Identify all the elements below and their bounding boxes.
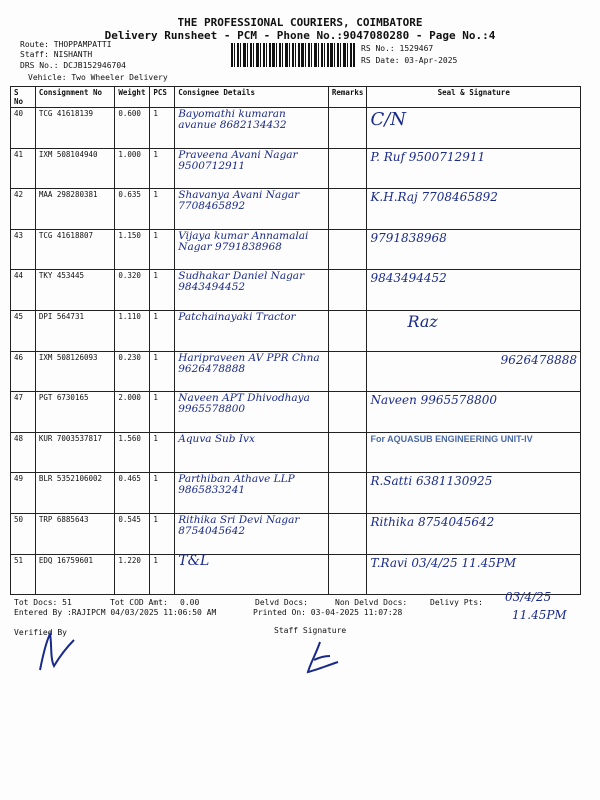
cell-consignee: Parthiban Athave LLP 9865833241 (175, 473, 329, 514)
runsheet-table (10, 86, 581, 595)
cell-weight: 0.320 (115, 270, 150, 311)
cell-consignee: Patchainayaki Tractor (175, 310, 329, 351)
cell-sno: 40 (11, 108, 36, 149)
company-title: THE PROFESSIONAL COURIERS, COIMBATORE (177, 16, 423, 29)
cell-consignment: TRP 6885643 (35, 513, 115, 554)
cell-sno: 50 (11, 513, 36, 554)
cell-consignment: TCG 41618139 (35, 108, 115, 149)
cell-consignee: Rithika Sri Devi Nagar 8754045642 (175, 513, 329, 554)
cell-signature: Rithika 8754045642 (367, 513, 581, 554)
cell-signature: Raz (367, 310, 581, 351)
cell-remarks (328, 148, 367, 189)
header-remarks: Remarks (328, 87, 367, 108)
printed-on: Printed On: 03-04-2025 11:07:28 (253, 608, 403, 617)
cell-weight: 0.465 (115, 473, 150, 514)
delvd-docs: Delvd Docs: (255, 598, 308, 607)
verified-signature (30, 630, 90, 675)
cell-signature: C/N (367, 108, 581, 149)
cell-sno: 41 (11, 148, 36, 189)
cell-sno: 46 (11, 351, 36, 392)
staff: Staff: NISHANTH (20, 50, 93, 59)
table-row (11, 270, 581, 311)
non-delvd-docs: Non Delvd Docs: (335, 598, 408, 607)
table-row (11, 108, 581, 149)
header-consignee: Consignee Details (175, 87, 329, 108)
cell-pcs: 1 (150, 310, 175, 351)
cell-remarks (328, 270, 367, 311)
vehicle: Vehicle: Two Wheeler Delivery (28, 73, 168, 82)
cell-sno: 51 (11, 554, 36, 595)
cell-weight: 1.150 (115, 229, 150, 270)
header-sno: S No (11, 87, 36, 108)
cell-remarks (328, 189, 367, 230)
table-row (11, 351, 581, 392)
cell-consignee: Shavanya Avani Nagar 7708465892 (175, 189, 329, 230)
cell-signature: K.H.Raj 7708465892 (367, 189, 581, 230)
cell-signature: 9843494452 (367, 270, 581, 311)
header-seal-signature: Seal & Signature (367, 87, 581, 108)
rs-date: RS Date: 03-Apr-2025 (361, 56, 458, 65)
delivy-pts: Delivy Pts: (430, 598, 483, 607)
table-row (11, 392, 581, 433)
table-row (11, 554, 581, 595)
tot-cod-amt: 0.00 (180, 598, 200, 607)
cell-consignee: Naveen APT Dhivodhaya 9965578800 (175, 392, 329, 433)
cell-sno: 45 (11, 310, 36, 351)
cell-consignment: EDQ 16759601 (35, 554, 115, 595)
barcode-image (231, 43, 355, 67)
table-row (11, 310, 581, 351)
cell-weight: 0.600 (115, 108, 150, 149)
table-row (11, 189, 581, 230)
cell-consignment: KUR 7003537817 (35, 432, 115, 473)
table-row (11, 229, 581, 270)
header-pcs: PCS (150, 87, 175, 108)
drs-no: DRS No.: DCJB152946704 (20, 61, 126, 70)
cell-pcs: 1 (150, 554, 175, 595)
staff-signature (300, 640, 350, 676)
cell-weight: 1.000 (115, 148, 150, 189)
cell-consignment: DPI 564731 (35, 310, 115, 351)
staff-signature-label: Staff Signature (274, 626, 347, 635)
cell-pcs: 1 (150, 270, 175, 311)
handwritten-time: 11.45PM (512, 608, 567, 622)
header-consignment: Consignment No (35, 87, 115, 108)
cell-consignment: TCG 41618807 (35, 229, 115, 270)
cell-remarks (328, 108, 367, 149)
cell-pcs: 1 (150, 513, 175, 554)
tot-cod-label: Tot COD Amt: (110, 598, 168, 607)
cell-consignee: Vijaya kumar Annamalai Nagar 9791838968 (175, 229, 329, 270)
table-header-row (11, 87, 581, 108)
cell-consignment: MAA 298280381 (35, 189, 115, 230)
cell-consignment: IXM 508126093 (35, 351, 115, 392)
cell-weight: 0.545 (115, 513, 150, 554)
cell-sno: 44 (11, 270, 36, 311)
cell-pcs: 1 (150, 189, 175, 230)
table-row (11, 473, 581, 514)
cell-weight: 1.560 (115, 432, 150, 473)
cell-remarks (328, 473, 367, 514)
cell-pcs: 1 (150, 432, 175, 473)
cell-pcs: 1 (150, 108, 175, 149)
cell-sno: 48 (11, 432, 36, 473)
cell-pcs: 1 (150, 392, 175, 433)
cell-consignment: TKY 453445 (35, 270, 115, 311)
cell-signature: P. Ruf 9500712911 (367, 148, 581, 189)
cell-consignee: Haripraveen AV PPR Chna 9626478888 (175, 351, 329, 392)
header-weight: Weight (115, 87, 150, 108)
runsheet-title: Delivery Runsheet - PCM - Phone No.:9047080280 - Page No.:4 (104, 29, 496, 42)
cell-remarks (328, 351, 367, 392)
table-row (11, 513, 581, 554)
cell-pcs: 1 (150, 351, 175, 392)
cell-signature: R.Satti 6381130925 (367, 473, 581, 514)
cell-remarks (328, 513, 367, 554)
cell-weight: 1.220 (115, 554, 150, 595)
cell-remarks (328, 432, 367, 473)
cell-weight: 1.110 (115, 310, 150, 351)
cell-remarks (328, 554, 367, 595)
cell-consignee: Aquva Sub Ivx (175, 432, 329, 473)
cell-consignee: Praveena Avani Nagar 9500712911 (175, 148, 329, 189)
cell-sno: 49 (11, 473, 36, 514)
cell-remarks (328, 310, 367, 351)
cell-consignee: T&L (175, 554, 329, 595)
cell-sno: 47 (11, 392, 36, 433)
cell-weight: 0.635 (115, 189, 150, 230)
cell-pcs: 1 (150, 229, 175, 270)
cell-remarks (328, 392, 367, 433)
verified-by-label: Verified By (14, 628, 67, 637)
cell-weight: 0.230 (115, 351, 150, 392)
cell-remarks (328, 229, 367, 270)
rs-no: RS No.: 1529467 (361, 44, 434, 53)
company-stamp: For AQUASUB ENGINEERING UNIT-IV (367, 432, 581, 473)
cell-signature: T.Ravi 03/4/25 11.45PM (367, 554, 581, 595)
table-row (11, 148, 581, 189)
tot-docs: Tot Docs: 51 (14, 598, 72, 607)
cell-consignee: Bayomathi kumaran avanue 8682134432 (175, 108, 329, 149)
cell-consignment: IXM 508104940 (35, 148, 115, 189)
route: Route: THOPPAMPATTI (20, 40, 112, 49)
cell-consignment: PGT 6730165 (35, 392, 115, 433)
cell-pcs: 1 (150, 148, 175, 189)
handwritten-date: 03/4/25 (505, 590, 552, 604)
entered-by: Entered By :RAJIPCM 04/03/2025 11:06:50 AM (14, 608, 217, 617)
cell-signature: 9791838968 (367, 229, 581, 270)
cell-signature: 9626478888 (367, 351, 581, 392)
cell-consignee: Sudhakar Daniel Nagar 9843494452 (175, 270, 329, 311)
cell-weight: 2.000 (115, 392, 150, 433)
cell-pcs: 1 (150, 473, 175, 514)
cell-consignment: BLR 5352106002 (35, 473, 115, 514)
cell-signature: Naveen 9965578800 (367, 392, 581, 433)
cell-sno: 43 (11, 229, 36, 270)
table-row (11, 432, 581, 473)
cell-sno: 42 (11, 189, 36, 230)
